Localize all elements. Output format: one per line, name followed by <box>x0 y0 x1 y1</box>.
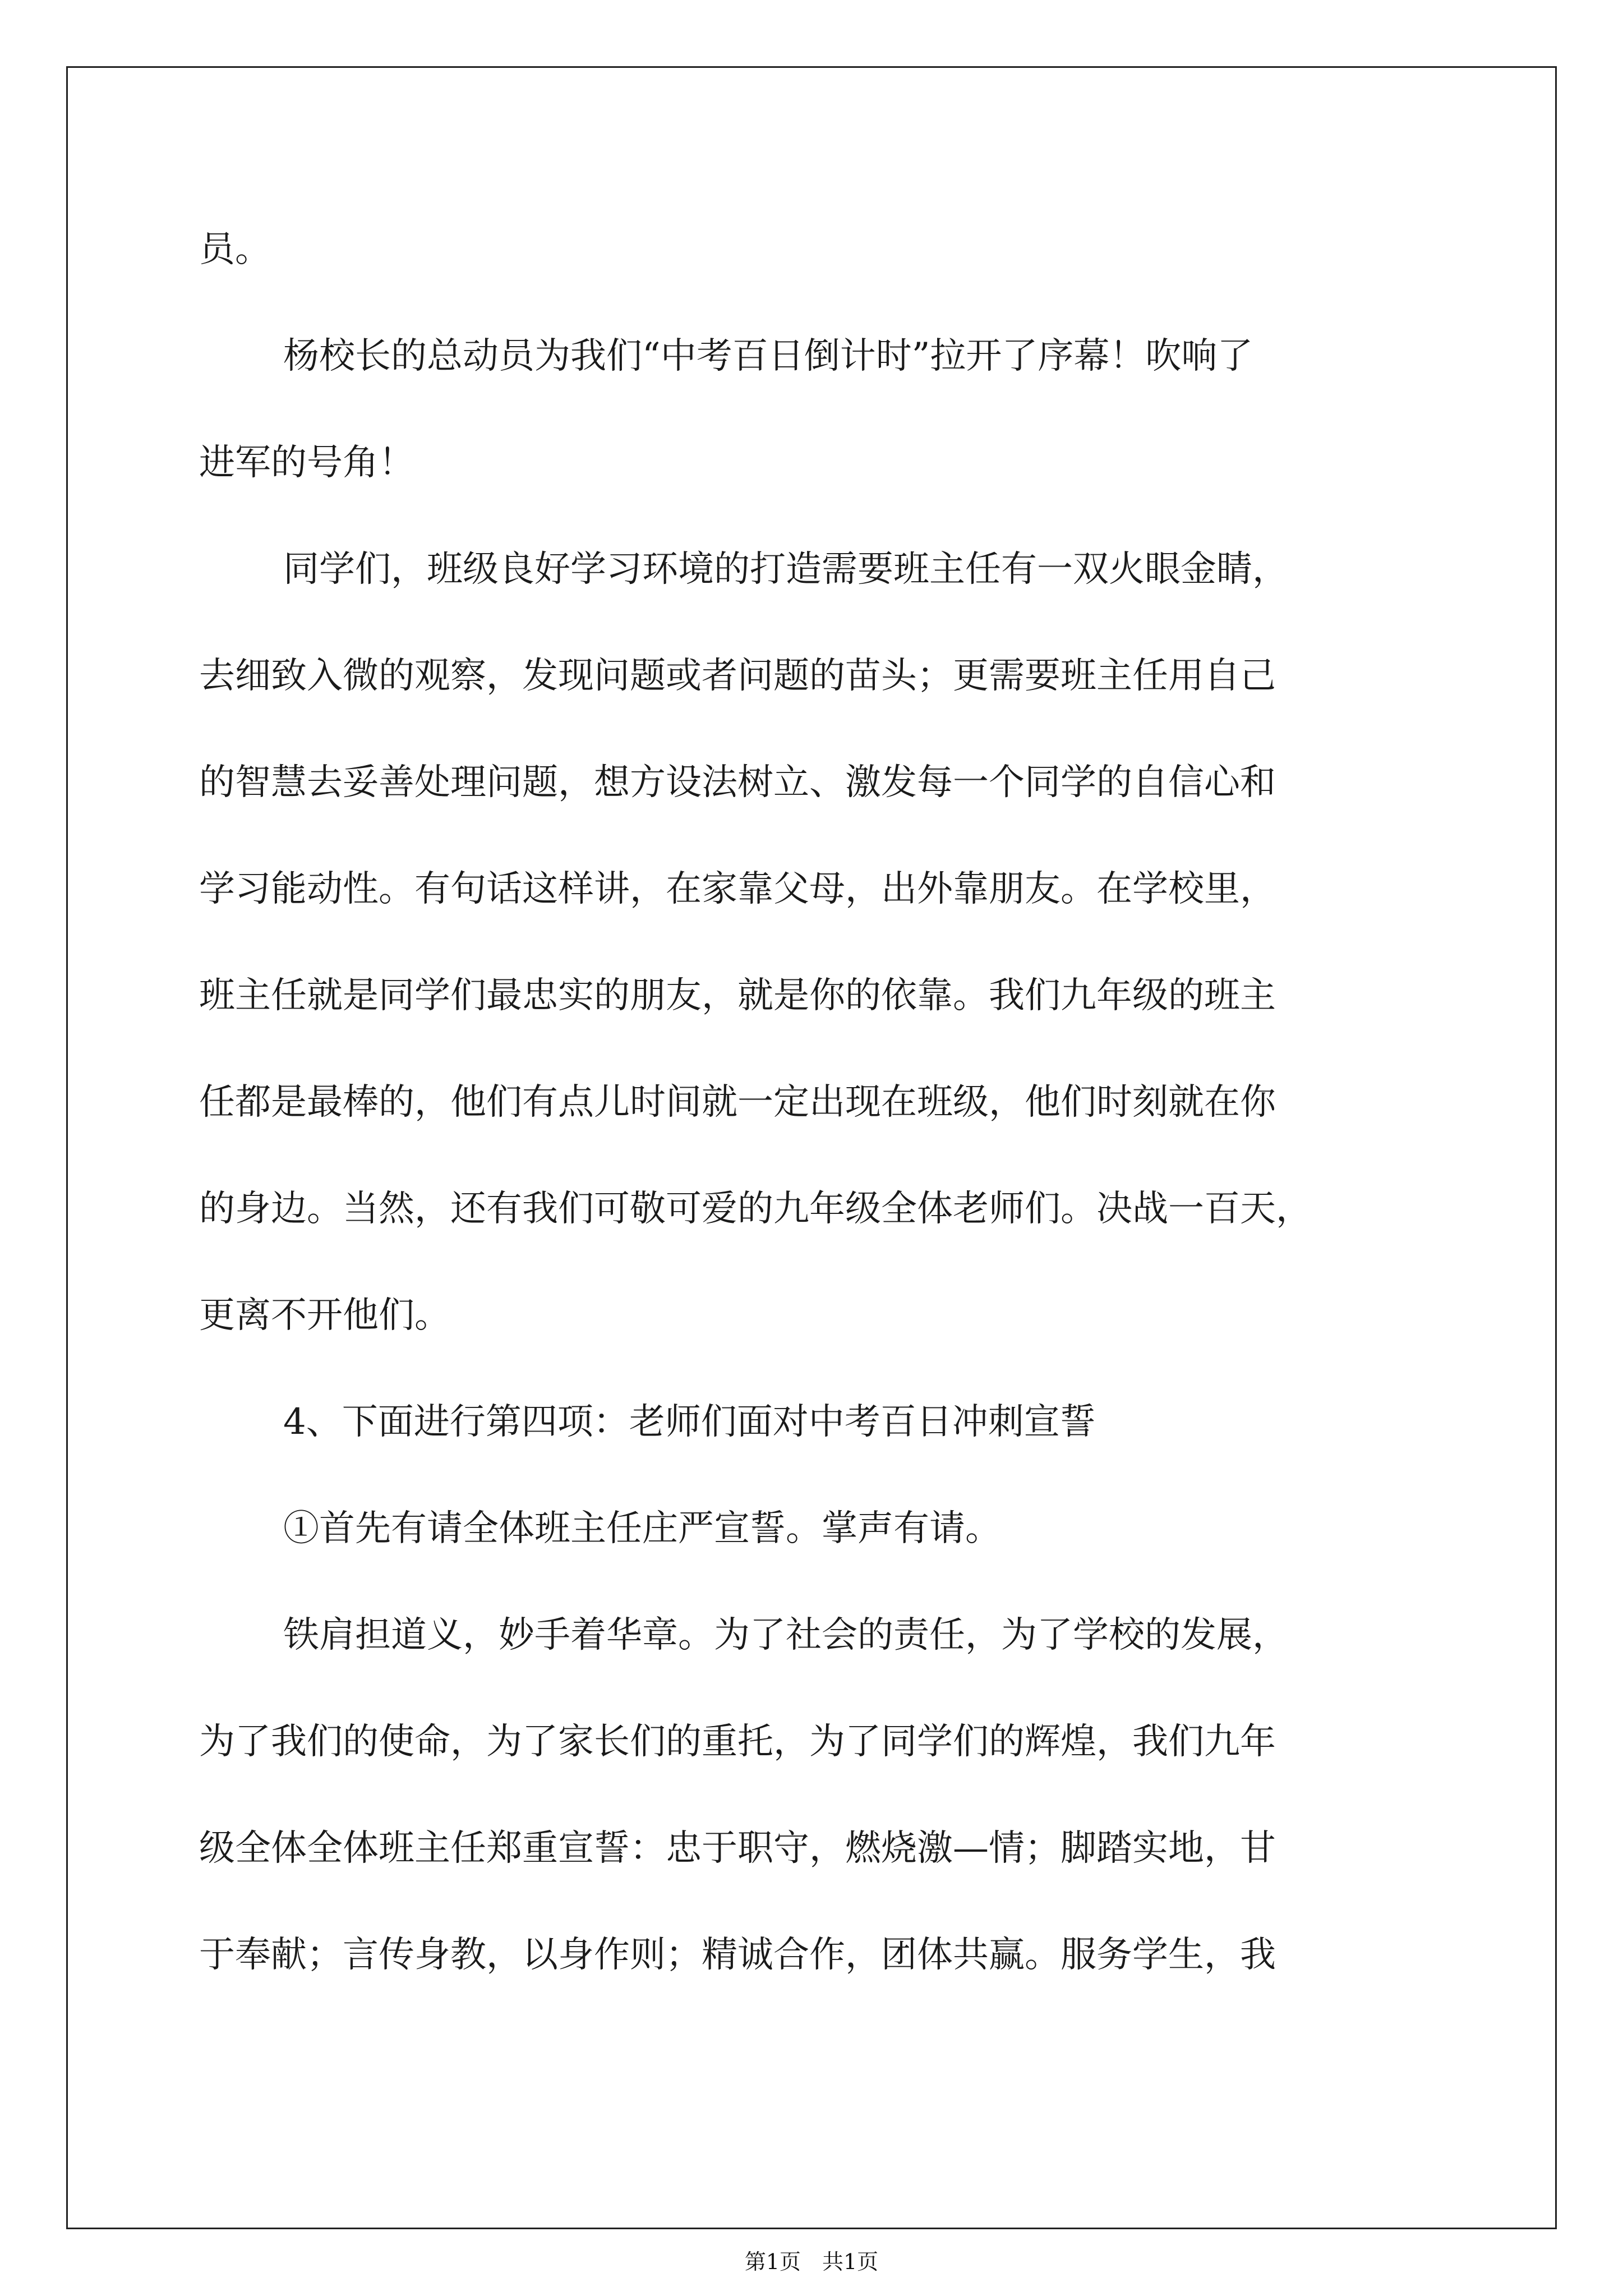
paragraph-line: 的智慧去妥善处理问题，想方设法树立、激发每一个同学的自信心和 <box>199 762 1276 803</box>
paragraph-line: 员。 <box>199 229 271 270</box>
paragraph-line: 于奉献；言传身教，以身作则；精诚合作，团体共赢。服务学生，我 <box>199 1934 1276 1976</box>
paragraph-line: 为了我们的使命，为了家长们的重托，为了同学们的辉煌，我们九年 <box>199 1721 1276 1763</box>
page-footer: 第1页 共1页 <box>744 2249 879 2274</box>
paragraph-line: 的身边。当然，还有我们可敬可爱的九年级全体老师们。决战一百天， <box>199 1188 1312 1230</box>
paragraph-line: 级全体全体班主任郑重宣誓：忠于职守，燃烧激—情；脚踏实地，甘 <box>199 1828 1276 1869</box>
page-border <box>66 66 1557 2229</box>
paragraph-line: 任都是最棒的，他们有点儿时间就一定出现在班级，他们时刻就在你 <box>199 1082 1276 1123</box>
paragraph-line: 更离不开他们。 <box>199 1295 450 1336</box>
section-heading: 4、下面进行第四项：老师们面对中考百日冲刺宣誓 <box>283 1401 1096 1443</box>
paragraph-line: 进军的号角！ <box>199 442 414 484</box>
paragraph-line: 学习能动性。有句话这样讲，在家靠父母，出外靠朋友。在学校里， <box>199 868 1276 910</box>
paragraph-line: 班主任就是同学们最忠实的朋友，就是你的依靠。我们九年级的班主 <box>199 975 1276 1016</box>
paragraph-line: 同学们，班级良好学习环境的打造需要班主任有一双火眼金睛， <box>283 549 1288 590</box>
paragraph-line: 去细致入微的观察，发现问题或者问题的苗头；更需要班主任用自己 <box>199 655 1276 697</box>
paragraph-line: ①首先有请全体班主任庄严宣誓。掌声有请。 <box>283 1508 1001 1549</box>
paragraph-line: 铁肩担道义，妙手着华章。为了社会的责任，为了学校的发展， <box>283 1614 1288 1656</box>
paragraph-line: 杨校长的总动员为我们“中考百日倒计时”拉开了序幕！吹响了 <box>283 335 1253 377</box>
